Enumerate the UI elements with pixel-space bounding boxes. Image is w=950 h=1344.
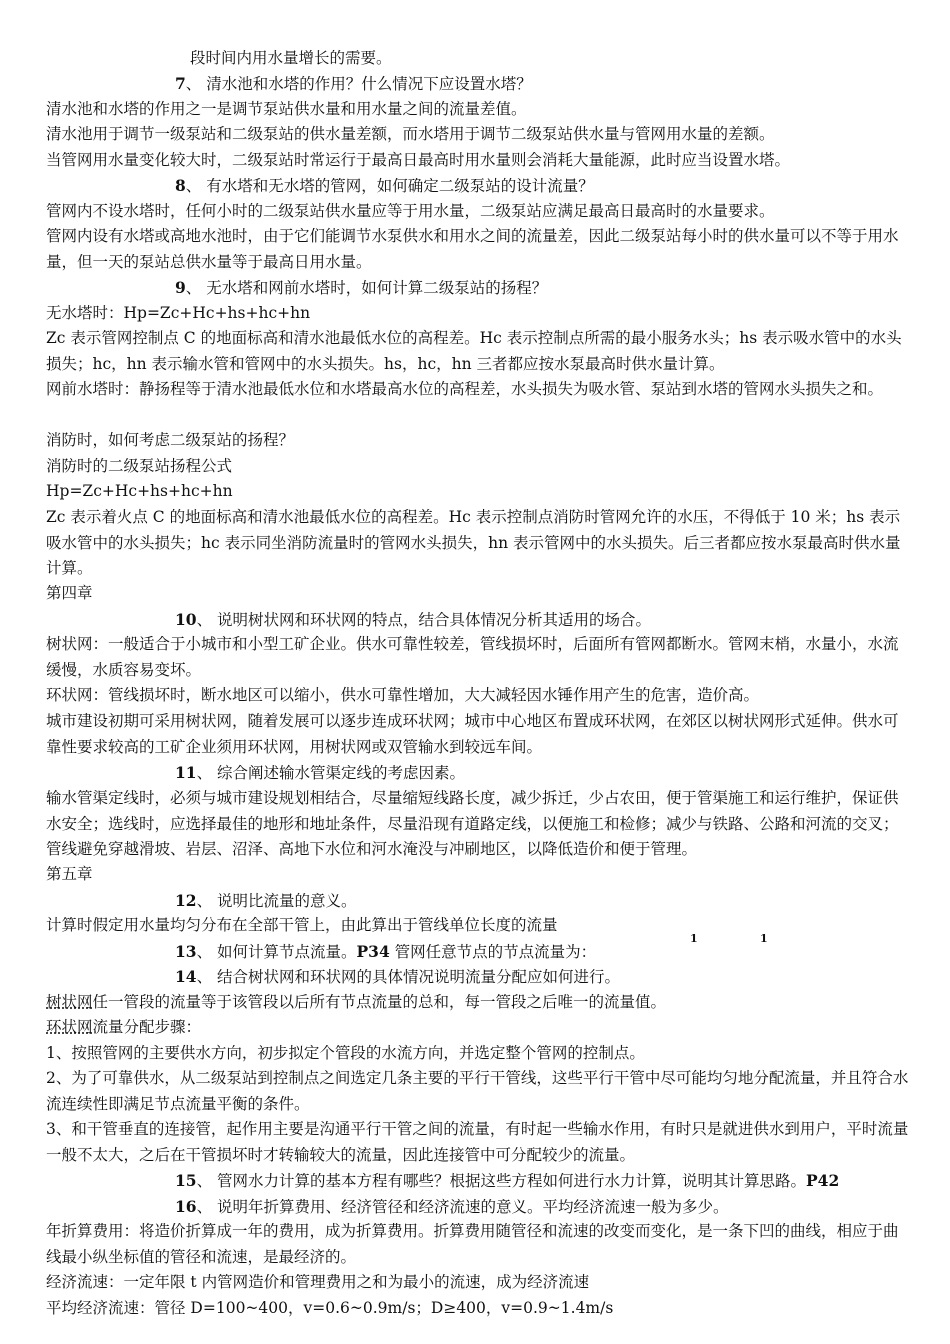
text-line: 管网内不设水塔时，任何小时的二级泵站供水量应等于用水量，二级泵站应满足最高日最高时的水量要求。 [46, 202, 775, 220]
question-text: 、 综合阐述输水管渠定线的考虑因素。 [196, 764, 466, 782]
question-text: 、 说明年折算费用、经济管径和经济流速的意义。平均经济流速一般为多少。 [196, 1198, 729, 1216]
page-reference: P34 [356, 942, 390, 961]
question-10 [175, 607, 950, 634]
question-text: 、 清水池和水塔的作用？什么情况下应设置水塔？ [185, 75, 532, 93]
question-16 [175, 1194, 950, 1221]
question-text: 、 说明树状网和环状网的特点，结合具体情况分析其适用的场合。 [196, 611, 652, 629]
question-number: 13 [175, 942, 197, 961]
text-line: 消防时的二级泵站扬程公式 [46, 457, 233, 475]
question-text: 、 管网水力计算的基本方程有哪些？根据这些方程如何进行水力计算，说明其计算思路。 [196, 1172, 807, 1190]
text-paragraph: 树状网：一般适合于小城市和小型工矿企业。供水可靠性较差，管线损坏时，后面所有管网都断水。管网末梢，水量小，水流缓慢，水质容易变坏。 [46, 635, 899, 679]
text-paragraph: Zc 表示管网控制点 C 的地面标高和清水池最低水位的高程差。Hc 表示控制点所需的最小服务水头；hs 表示吸水管中的水头损失；hc，hn 表示输水管和管网中的水头损失。hs，hc，hn 三者都应按水泵最高时供水量计算。 [46, 329, 902, 373]
text-paragraph: 输水管渠定线时，必须与城市建设规划相结合，尽量缩短线路长度，减少拆迁，少占农田，便于管渠施工和运行维护，保证供水安全；选线时，应选择最佳的地形和地址条件，尽量沿现有道路定线，以便施工和检修；减少与铁路、公路和河流的交叉；管线避免穿越滑坡、岩层、沼泽、高地下水位和河水淹没与冲刷地区，以降低造价和便于管理。 [46, 789, 899, 858]
question-number: 8 [175, 176, 186, 195]
formula-line: Hp=Zc+Hc+hs+hc+hn [46, 482, 233, 500]
question-text: 、 有水塔和无水塔的管网，如何确定二级泵站的设计流量？ [185, 177, 594, 195]
term-definition: 任一管段的流量等于该管段以后所有节点流量的总和，每一管段之后唯一的流量值。 [92, 993, 667, 1011]
term-tree-network: 树状网 [46, 993, 93, 1011]
question-number: 16 [175, 1197, 197, 1216]
text-line: 经济流速：一定年限 t 内管网造价和管理费用之和为最小的流速，成为经济流速 [46, 1273, 590, 1291]
text-line: 计算时假定用水量均匀分布在全部干管上，由此算出于管线单位长度的流量 [46, 916, 558, 934]
text-line: 环状网：管线损坏时，断水地区可以缩小，供水可靠性增加，大大减轻因水锤作用产生的危害，造价高。 [46, 686, 760, 704]
question-13 [175, 939, 950, 966]
text-paragraph: 城市建设初期可采用树状网，随着发展可以逐步连成环状网；城市中心地区布置成环状网，在郊区以树状网形式延伸。供水可靠性要求较高的工矿企业须用环状网，用树状网或双管输水到较远车间。 [46, 712, 899, 756]
question-7 [175, 71, 950, 98]
formula-fragment: 1 [690, 932, 698, 945]
question-number: 9 [175, 278, 186, 297]
text-paragraph: 管网内设有水塔或高地水池时，由于它们能调节水泵供水和用水之间的流量差，因此二级泵站每小时的供水量可以不等于用水量，但一天的泵站总供水量等于最高日用水量。 [46, 227, 899, 271]
text-line: 清水池用于调节一级泵站和二级泵站的供水量差额，而水塔用于调节二级泵站供水量与管网用水量的差额。 [46, 125, 775, 143]
text-line: 当管网用水量变化较大时，二级泵站时常运行于最高日最高时用水量则会消耗大量能源，此时应当设置水塔。 [46, 151, 791, 169]
list-item: 1、按照管网的主要供水方向，初步拟定个管段的水流方向，并选定整个管网的控制点。 [46, 1044, 645, 1062]
chapter-heading: 第四章 [46, 584, 93, 602]
formula-line: 无水塔时：Hp=Zc+Hc+hs+hc+hn [46, 304, 311, 322]
question-number: 12 [175, 891, 197, 910]
page-reference: P42 [806, 1171, 840, 1190]
chapter-heading: 第五章 [46, 865, 93, 883]
term-loop-network: 环状网 [46, 1018, 93, 1036]
question-number: 10 [175, 610, 197, 629]
formula-fragment: 1 [760, 932, 768, 945]
question-number: 15 [175, 1171, 197, 1190]
question-14 [175, 964, 950, 991]
question-text: 、 结合树状网和环状网的具体情况说明流量分配应如何进行。 [196, 968, 621, 986]
list-item: 2、为了可靠供水，从二级泵站到控制点之间选定几条主要的平行干管线，这些平行干管中尽可能均匀地分配流量，并且符合水流连续性即满足节点流量平衡的条件。 [46, 1069, 909, 1113]
text-line: 段时间内用水量增长的需要。 [190, 49, 392, 67]
question-text-tail: 管网任意节点的节点流量为： [389, 943, 597, 961]
question-12 [175, 888, 950, 915]
question-text: 、 如何计算节点流量。 [196, 943, 357, 961]
question-text: 、 无水塔和网前水塔时，如何计算二级泵站的扬程？ [185, 279, 548, 297]
question-text: 、 说明比流量的意义。 [196, 892, 357, 910]
text-line: 消防时，如何考虑二级泵站的扬程？ [46, 431, 295, 449]
text-paragraph: Zc 表示着火点 C 的地面标高和清水池最低水位的高程差。Hc 表示控制点消防时管网允许的水压，不得低于 10 米；hs 表示吸水管中的水头损失；hc 表示同坐消防流量时的管网水头损失，hn 表示管网中的水头损失。后三者都应按水泵最高时供水量计算。 [46, 508, 901, 577]
text-line: 清水池和水塔的作用之一是调节泵站供水量和用水量之间的流量差值。 [46, 100, 527, 118]
text-line: 平均经济流速：管径 D=100~400，v=0.6~0.9m/s；D≥400，v=0.9~1.4m/s [46, 1299, 614, 1317]
question-number: 11 [175, 763, 197, 782]
term-definition: 流量分配步骤： [92, 1018, 202, 1036]
question-15 [175, 1168, 915, 1195]
text-paragraph: 网前水塔时：静扬程等于清水池最低水位和水塔最高水位的高程差，水头损失为吸水管、泵站到水塔的管网水头损失之和。 [46, 380, 884, 398]
question-number: 14 [175, 967, 197, 986]
text-line [46, 990, 910, 1016]
question-9 [175, 275, 950, 302]
question-11 [175, 760, 950, 787]
question-8 [175, 173, 950, 200]
text-paragraph: 年折算费用：将造价折算成一年的费用，成为折算费用。折算费用随管径和流速的改变而变化，是一条下凹的曲线，相应于曲线最小纵坐标值的管径和流速，是最经济的。 [46, 1222, 899, 1266]
text-line [46, 1015, 910, 1041]
list-item: 3、和干管垂直的连接管，起作用主要是沟通平行干管之间的流量，有时起一些输水作用，有时只是就进供水到用户，平时流量一般不太大，之后在干管损坏时才转输较大的流量，因此连接管中可分配较少的流量。 [46, 1120, 909, 1164]
question-number: 7 [175, 74, 186, 93]
